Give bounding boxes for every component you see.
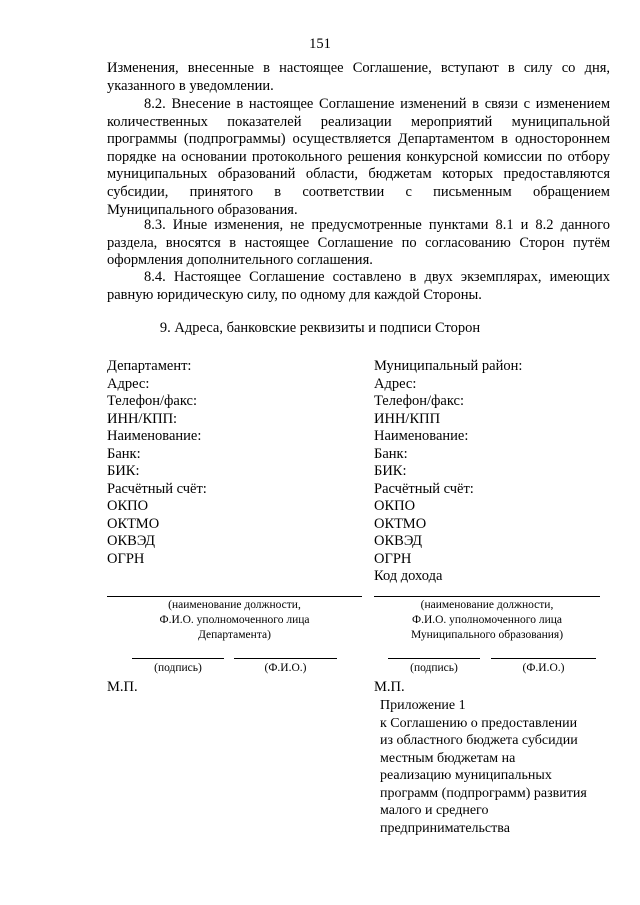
right-fio-caption: (Ф.И.О.) — [522, 662, 565, 674]
requisite-label: ИНН/КПП: — [107, 410, 178, 427]
left-signatory-caption: (наименование должности, Ф.И.О. уполномоченного лица Департамента) — [159, 599, 310, 641]
right-stamp-label: М.П. — [374, 679, 405, 695]
requisite-label: ОКТМО — [107, 515, 160, 532]
left-signature-line — [132, 658, 224, 659]
requisite-label: ОКВЭД — [374, 533, 423, 549]
left-fio-line — [234, 658, 337, 659]
requisite-label: Банк: — [107, 445, 141, 462]
right-name-line — [374, 596, 600, 597]
requisite-label: Адрес: — [107, 375, 150, 392]
requisite-label: Банк: — [374, 445, 408, 462]
left-stamp-label: М.П. — [107, 679, 138, 695]
left-name-line — [107, 596, 362, 597]
appendix-header: Приложение 1 к Соглашению о предоставлении из областного бюджета субсидии местным бюджетам на реализацию муниципальных программ (подпрограмм) развития малого и среднего предпринимательства — [380, 698, 587, 836]
right-signature-caption: (подпись) — [410, 662, 458, 674]
requisite-label: Адрес: — [374, 375, 417, 392]
requisite-label: ОКТМО — [374, 515, 427, 532]
requisite-label: Муниципальный район: — [374, 358, 523, 374]
requisite-label: ОКПО — [107, 498, 149, 514]
right-signatory-caption: (наименование должности, Ф.И.О. уполномоченного лица Муниципального образования) — [410, 599, 564, 641]
requisite-label: БИК: — [374, 463, 407, 479]
left-fio-caption: (Ф.И.О.) — [264, 662, 307, 674]
requisite-label: Расчётный счёт: — [107, 480, 207, 497]
right-fio-line — [491, 658, 596, 659]
paragraph-8-1-end: Изменения, внесенные в настоящее Соглашение, вступают в силу со дня, указанного в уведомлении. — [107, 60, 610, 94]
requisite-label: Наименование: — [107, 428, 202, 444]
paragraph-8-3: 8.3. Иные изменения, не предусмотренные пунктами 8.1 и 8.2 данного раздела, вносятся в настоящее Соглашение по согласованию Сторон путём оформления дополнительного соглашения. — [107, 217, 610, 269]
requisite-label: БИК: — [107, 463, 140, 479]
requisite-label: Телефон/факс: — [107, 393, 198, 409]
requisite-label: ИНН/КПП — [374, 410, 441, 427]
department-requisites — [107, 358, 207, 568]
paragraph-8-2: 8.2. Внесение в настоящее Соглашение изменений в связи с изменением количественных показателей реализации мероприятий муниципальной программы (подпрограммы) осуществляется Департаментом в одностороннем порядке на основании протокольного решения конкурсной комиссии по отбору муниципальных образований области, бюджетам которых предоставляются субсидии, принятого в соответствии с письменным обращением Муниципального образования. — [107, 96, 610, 218]
requisite-label: ОГРН — [374, 550, 412, 567]
requisite-label: Наименование: — [374, 428, 469, 444]
section-title: 9. Адреса, банковские реквизиты и подписи Сторон — [159, 320, 481, 336]
right-signature-line — [388, 658, 480, 659]
requisite-label: Телефон/факс: — [374, 393, 465, 409]
requisite-label: Департамент: — [107, 358, 192, 374]
paragraph-8-4: 8.4. Настоящее Соглашение составлено в двух экземплярах, имеющих равную юридическую силу, по одному для каждой Стороны. — [107, 269, 610, 303]
municipality-requisites — [374, 358, 522, 586]
requisite-label: Код дохода — [374, 568, 443, 584]
requisite-label: ОГРН — [107, 550, 145, 567]
requisite-label: ОКПО — [374, 498, 416, 514]
requisite-label: ОКВЭД — [107, 533, 156, 549]
requisite-label: Расчётный счёт: — [374, 480, 474, 497]
left-signature-caption: (подпись) — [154, 662, 202, 674]
page-number: 151 — [309, 36, 331, 52]
